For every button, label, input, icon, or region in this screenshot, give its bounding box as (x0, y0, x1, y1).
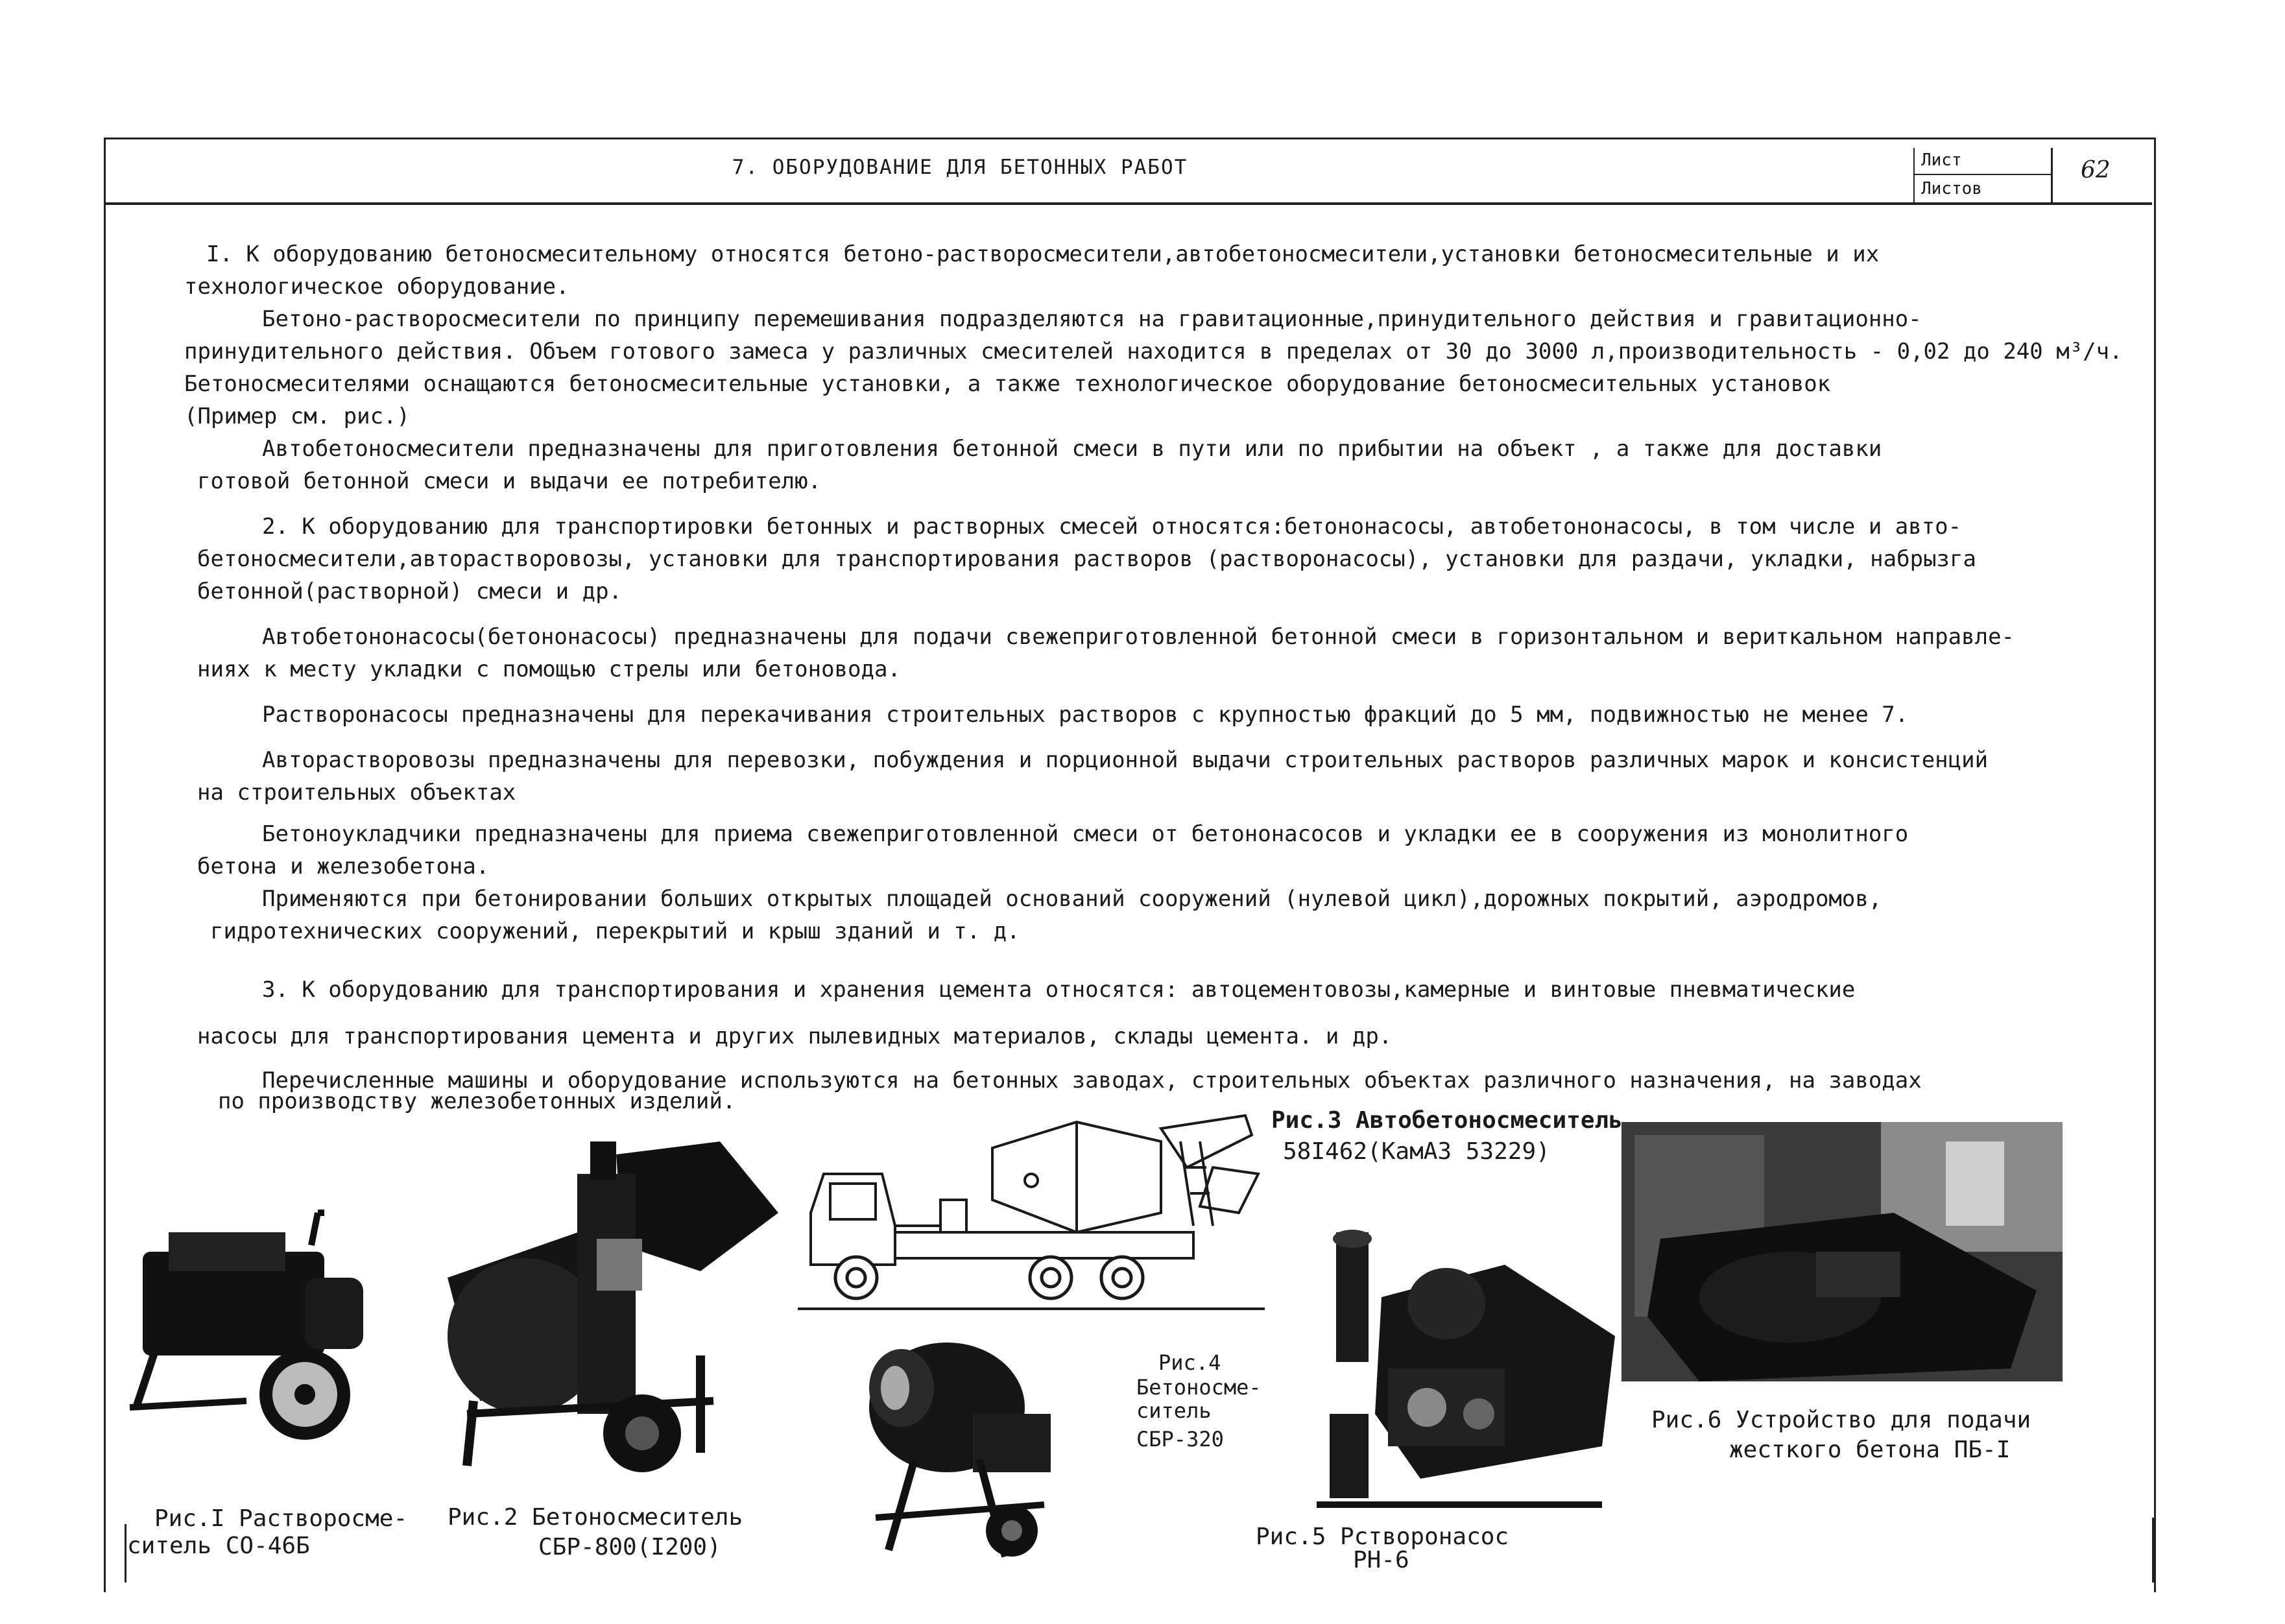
mortar-pump-figure (1291, 1219, 1654, 1531)
paragraph-line: бетоносмесители,авторастворовозы, установки для транспортирования растворов (растворонасосы), установки для раздачи, укладки, набрызга (197, 546, 1976, 572)
paragraph-line: Бетоноукладчики предназначены для приема свежеприготовленной смеси от бетононасосов и укладки ее в сооружения из монолитного (262, 821, 1909, 847)
sheet-box-rule (1913, 174, 2051, 175)
paragraph-line: бетона и железобетона. (197, 854, 490, 879)
fig4-caption-line4: СБР-320 (1136, 1427, 1224, 1451)
paragraph-line: 2. К оборудованию для транспортировки бетонных и растворных смесей относятся:бетононасосы, автобетононасосы, в том числе и авто- (262, 514, 1962, 540)
paragraph-line: ниях к месту укладки с помощью стрелы или бетоновода. (197, 656, 901, 682)
sheet-label: Лист (1921, 150, 1962, 170)
paragraph-line: Автобетононасосы(бетононасосы) предназначены для подачи свежеприготовленной бетонной смеси в горизонтальном и вериткальном направле- (262, 624, 2015, 650)
paragraph-line: (Пример см. рис.) (184, 403, 410, 429)
paragraph-line: Авторастворовозы предназначены для перевозки, побуждения и порционной выдачи строительных растворов различных марок и консистенций (262, 747, 1989, 773)
fig4-caption-line1: Рис.4 (1158, 1350, 1221, 1375)
sheet-number: 62 (2081, 157, 2111, 184)
fig6-caption-line1: Рис.6 Устройство для подачи (1651, 1407, 2031, 1433)
left-margin-line (125, 1524, 126, 1582)
paragraph-line: насосы для транспортирования цемента и других пылевидных материалов, склады цемента. и др. (197, 1023, 1393, 1049)
section-title: 7. ОБОРУДОВАНИЕ ДЛЯ БЕТОННЫХ РАБОТ (732, 156, 1188, 179)
fig3-caption-line1: Рис.3 Автобетоносмеситель (1271, 1107, 1623, 1134)
sheet-box-divider (2051, 148, 2053, 202)
paragraph-line: I. К оборудованию бетоносмесительному относятся бетоно-растворосмесители,автобетоносмесители,установки бетоносмесительные и их (206, 241, 1880, 267)
sheets-label: Листов (1921, 179, 1982, 198)
fig1-caption-line1: Рис.I Растворосме- (154, 1505, 408, 1532)
paragraph-line: гидротехнических сооружений, перекрытий и крыш зданий и т. д. (210, 918, 1020, 944)
paragraph-line: Бетоно-растворосмесители по принципу перемешивания подразделяются на гравитационные,принудительного действия и гравитационно- (262, 306, 1922, 332)
sheet-box-border (1913, 148, 1915, 202)
header-rule (104, 202, 2152, 205)
paragraph-line: Применяются при бетонировании больших открытых площадей оснований сооружений (нулевой цикл),дорожных покрытий, аэродромов, (262, 886, 1882, 912)
paragraph-line: Растворонасосы предназначены для перекачивания строительных растворов с крупностью фракций до 5 мм, подвижностью не менее 7. (262, 702, 1909, 728)
fig5-caption-line2: РН-6 (1353, 1547, 1409, 1573)
paragraph-line: Бетоносмесителями оснащаются бетоносмесительные установки, а также технологическое оборудование бетоносмесительных установок (184, 371, 1831, 397)
pb1-device-figure (1621, 1122, 2063, 1394)
paragraph-line: Перечисленные машины и оборудование используются на бетонных заводах, строительных объектах различного назначения, на заводах (262, 1068, 1922, 1093)
paragraph-line: готовой бетонной смеси и выдачи ее потребителю. (197, 468, 822, 494)
paragraph-line: 3. К оборудованию для транспортирования и хранения цемента относятся: автоцементовозы,камерные и винтовые пневматические (262, 977, 1856, 1003)
truck-mixer-figure (798, 1103, 1265, 1317)
paragraph-line: технологическое оборудование. (184, 274, 569, 300)
paragraph-line: бетонной(растворной) смеси и др. (197, 579, 623, 604)
sheet-box (1913, 148, 2150, 202)
concrete-mixer-sbr800-figure (428, 1128, 791, 1492)
fig3-caption-line2: 58I462(КамАЗ 53229) (1283, 1138, 1550, 1165)
fig4-caption-line2: Бетоносме- (1136, 1375, 1262, 1400)
fig2-caption-line2: СБР-800(I200) (538, 1534, 721, 1560)
fig1-caption-line2: ситель СО-46Б (127, 1533, 310, 1559)
concrete-mixer-sbr320-figure (850, 1323, 1148, 1570)
fig5-caption-line1: Рис.5 Рстворонасос (1256, 1523, 1509, 1550)
fig6-caption-line2: жесткого бетона ПБ-I (1729, 1437, 2011, 1463)
paragraph-line: на строительных объектах (197, 780, 516, 806)
right-margin-line (2152, 1518, 2154, 1582)
mortar-mixer-figure (117, 1193, 415, 1466)
paragraph-line: Автобетоносмесители предназначены для приготовления бетонной смеси в пути или по прибытии на объект , а также для доставки (262, 436, 1882, 462)
fig2-caption-line1: Рис.2 Бетоносмеситель (448, 1504, 743, 1531)
fig4-caption-line3: ситель (1136, 1398, 1212, 1423)
paragraph-line: принудительного действия. Объем готового замеса у различных смесителей находится в пределах от 30 до 3000 л,производительность - 0,02 до 240 м³/ч. (184, 339, 2123, 364)
paragraph-line: по производству железобетонных изделий. (218, 1088, 736, 1114)
